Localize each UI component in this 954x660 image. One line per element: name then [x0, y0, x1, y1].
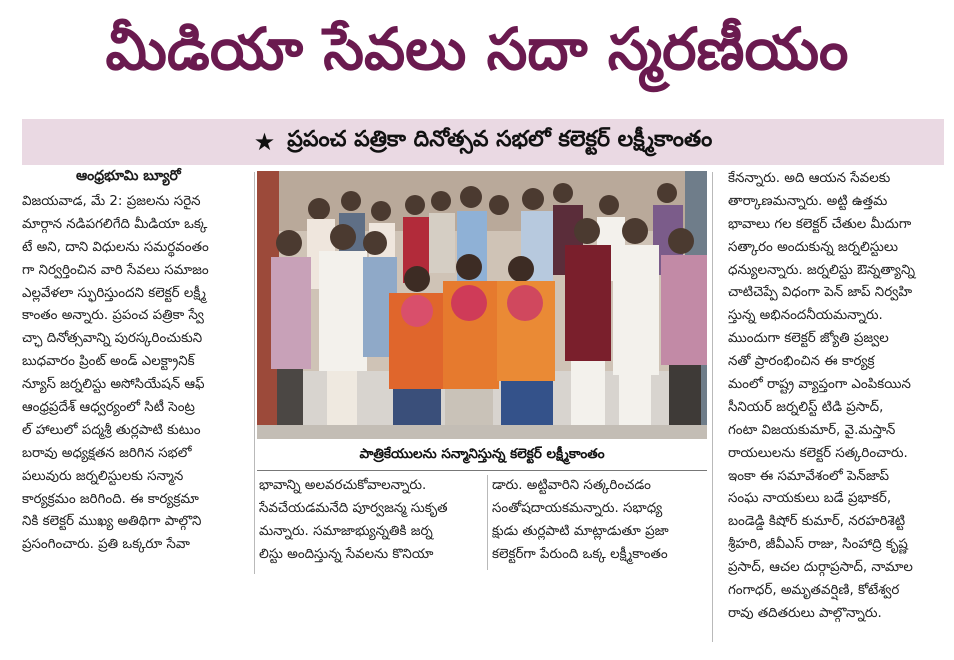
bureau-credit: ఆంధ్రభూమి బ్యూరో [76, 168, 181, 184]
star-icon: ★ [253, 128, 276, 156]
text-line: బుధవారం ప్రింట్ అండ్ ఎలక్ట్రానిక్ [22, 354, 195, 370]
article-column-3 [492, 475, 708, 567]
felicitation-photo [257, 171, 707, 439]
photo-caption: పాత్రికేయులను సన్మానిస్తున్న కలెక్టర్ లక్ష్మీకాంతం [359, 445, 605, 462]
text-line: ప్రసాద్, ఆచల దుర్గాప్రసాద్, నామాల [728, 560, 913, 576]
article-column-2 [259, 475, 485, 567]
text-line: మన్నారు. సమాజాభ్యున్నతికి జర్న [259, 523, 433, 539]
text-line: రావు తదితరులు పాల్గొన్నారు. [728, 605, 882, 621]
headline: మీడియా సేవలు సదా స్మరణీయం [105, 14, 849, 83]
text-line: కేనన్నారు. అది ఆయన సేవలకు [728, 171, 891, 186]
text-line: మార్గాన నడిపగలిగేది మీడియా ఒక్క [22, 216, 208, 232]
text-line: పలువురు జర్నలిస్టులకు సన్మాన [22, 468, 184, 484]
text-line: గంటా విజయకుమార్, వై.మస్తాన్ [728, 422, 896, 438]
column-divider [487, 475, 488, 570]
text-line: నికి కలెక్టర్ ముఖ్య అతిథిగా పాల్గొని [22, 514, 202, 530]
text-line: బండెడ్డి కిషోర్ కుమార్, నరహరిశెట్టి [728, 514, 906, 530]
caption-underline [257, 470, 707, 471]
text-line: మంలో రాష్ట్ర వ్యాప్తంగా ఎంపికయిన [728, 377, 911, 393]
text-line: భావాలు గల కలెక్టర్ చేతుల మీదుగా [728, 216, 912, 232]
text-line: న్యూస్ జర్నలిస్టు అసోసియేషన్ ఆఫ్ [22, 377, 205, 393]
text-line: గా నిర్వర్తించిన వారి సేవలు సమాజం [22, 262, 209, 278]
text-line: సీనియర్ జర్నలిస్ట్ టిడి ప్రసాద్, [728, 399, 884, 415]
subheadline-banner [22, 119, 944, 165]
text-line: సత్కారం అందుకున్న జర్నలిస్టులు [728, 239, 898, 255]
text-line: భావాన్ని అలవరచుకోవాలన్నారు. [259, 478, 427, 493]
text-line: స్తున్న అభినందనీయమన్నారు. [728, 308, 883, 324]
text-line: ప్రసంగించారు. ప్రతి ఒక్కరూ సేవా [22, 537, 190, 553]
text-line: కాంతం అన్నారు. ప్రపంచ పత్రికా స్వే [22, 308, 204, 324]
text-line: రాయలులను కలెక్టర్ సత్కరించారు. [728, 445, 908, 461]
text-line: ఆంధ్రప్రదేశ్ ఆధ్వర్యంలో సిటీ సెంట్ర [22, 400, 195, 416]
text-line: ముందుగా కలెక్టర్ జ్యోతి ప్రజ్వల [728, 331, 889, 347]
article-column-1 [22, 191, 254, 557]
article-column-4 [728, 168, 950, 626]
text-line: సంఘ నాయకులు బడే ప్రభాకర్, [728, 491, 892, 507]
column-divider [254, 172, 255, 574]
text-line: సేవచేయడమనేది పూర్వజన్మ సుకృత [259, 500, 448, 516]
text-line: ఎల్లవేళలా స్ఫురిస్తుందని కలెక్టర్ లక్ష్మీ [22, 285, 206, 301]
text-line: బరావు అధ్యక్షతన జరిగిన సభలో [22, 445, 192, 461]
text-line: చాటిచెప్పే విధంగా పెన్ జాప్ నిర్వహి [728, 285, 913, 301]
text-line: ధన్యులన్నారు. జర్నలిస్టు ఔన్నత్యాన్ని [728, 262, 915, 278]
news-photo [257, 171, 707, 439]
text-line: చ్ఛా దినోత్సవాన్ని పురస్కరించుకుని [22, 331, 203, 347]
text-line: నతో ప్రారంభించిన ఈ కార్యక్ర [728, 354, 875, 370]
text-line: కార్యక్రమం జరిగింది. ఈ కార్యక్రమా [22, 491, 199, 507]
text-line: క్షుడు తుర్లపాటి మాట్లాడుతూ ప్రజా [492, 523, 669, 539]
text-line: టే అని, దాని విధులను సమర్థవంతం [22, 239, 209, 255]
text-line: శ్రీహరి, జీవీఎస్ రాజు, సింహాద్రి కృష్ణ [728, 537, 908, 553]
text-line: విజయవాడ, మే 2: ప్రజలను సరైన [22, 194, 201, 209]
column-divider [712, 172, 713, 642]
text-line: ఇంకా ఈ సమావేశంలో పెన్‌జాప్ [728, 468, 890, 484]
subheadline-text: ప్రపంచ పత్రికా దినోత్సవ సభలో కలెక్టర్ లక్ష్మీకాంతం [287, 127, 713, 152]
text-line: లిస్టు అందిస్తున్న సేవలను కొనియా [259, 546, 434, 562]
text-line: డారు. అట్టివారిని సత్కరించడం [492, 478, 651, 493]
text-line: తార్కాణమన్నారు. అట్టి ఉత్తమ [728, 193, 888, 209]
text-line: ల్ హాలులో పద్మశ్రీ తుర్లపాటి కుటుం [22, 422, 201, 438]
text-line: సంతోషదాయకమన్నారు. సభాధ్య [492, 500, 663, 516]
text-line: గంగాధర్, అమృతవర్షిణి, కోటేశ్వర [728, 583, 900, 599]
text-line: కలెక్టర్‌గా పేరుంది ఒక్క లక్ష్మీకాంతం [492, 546, 668, 562]
